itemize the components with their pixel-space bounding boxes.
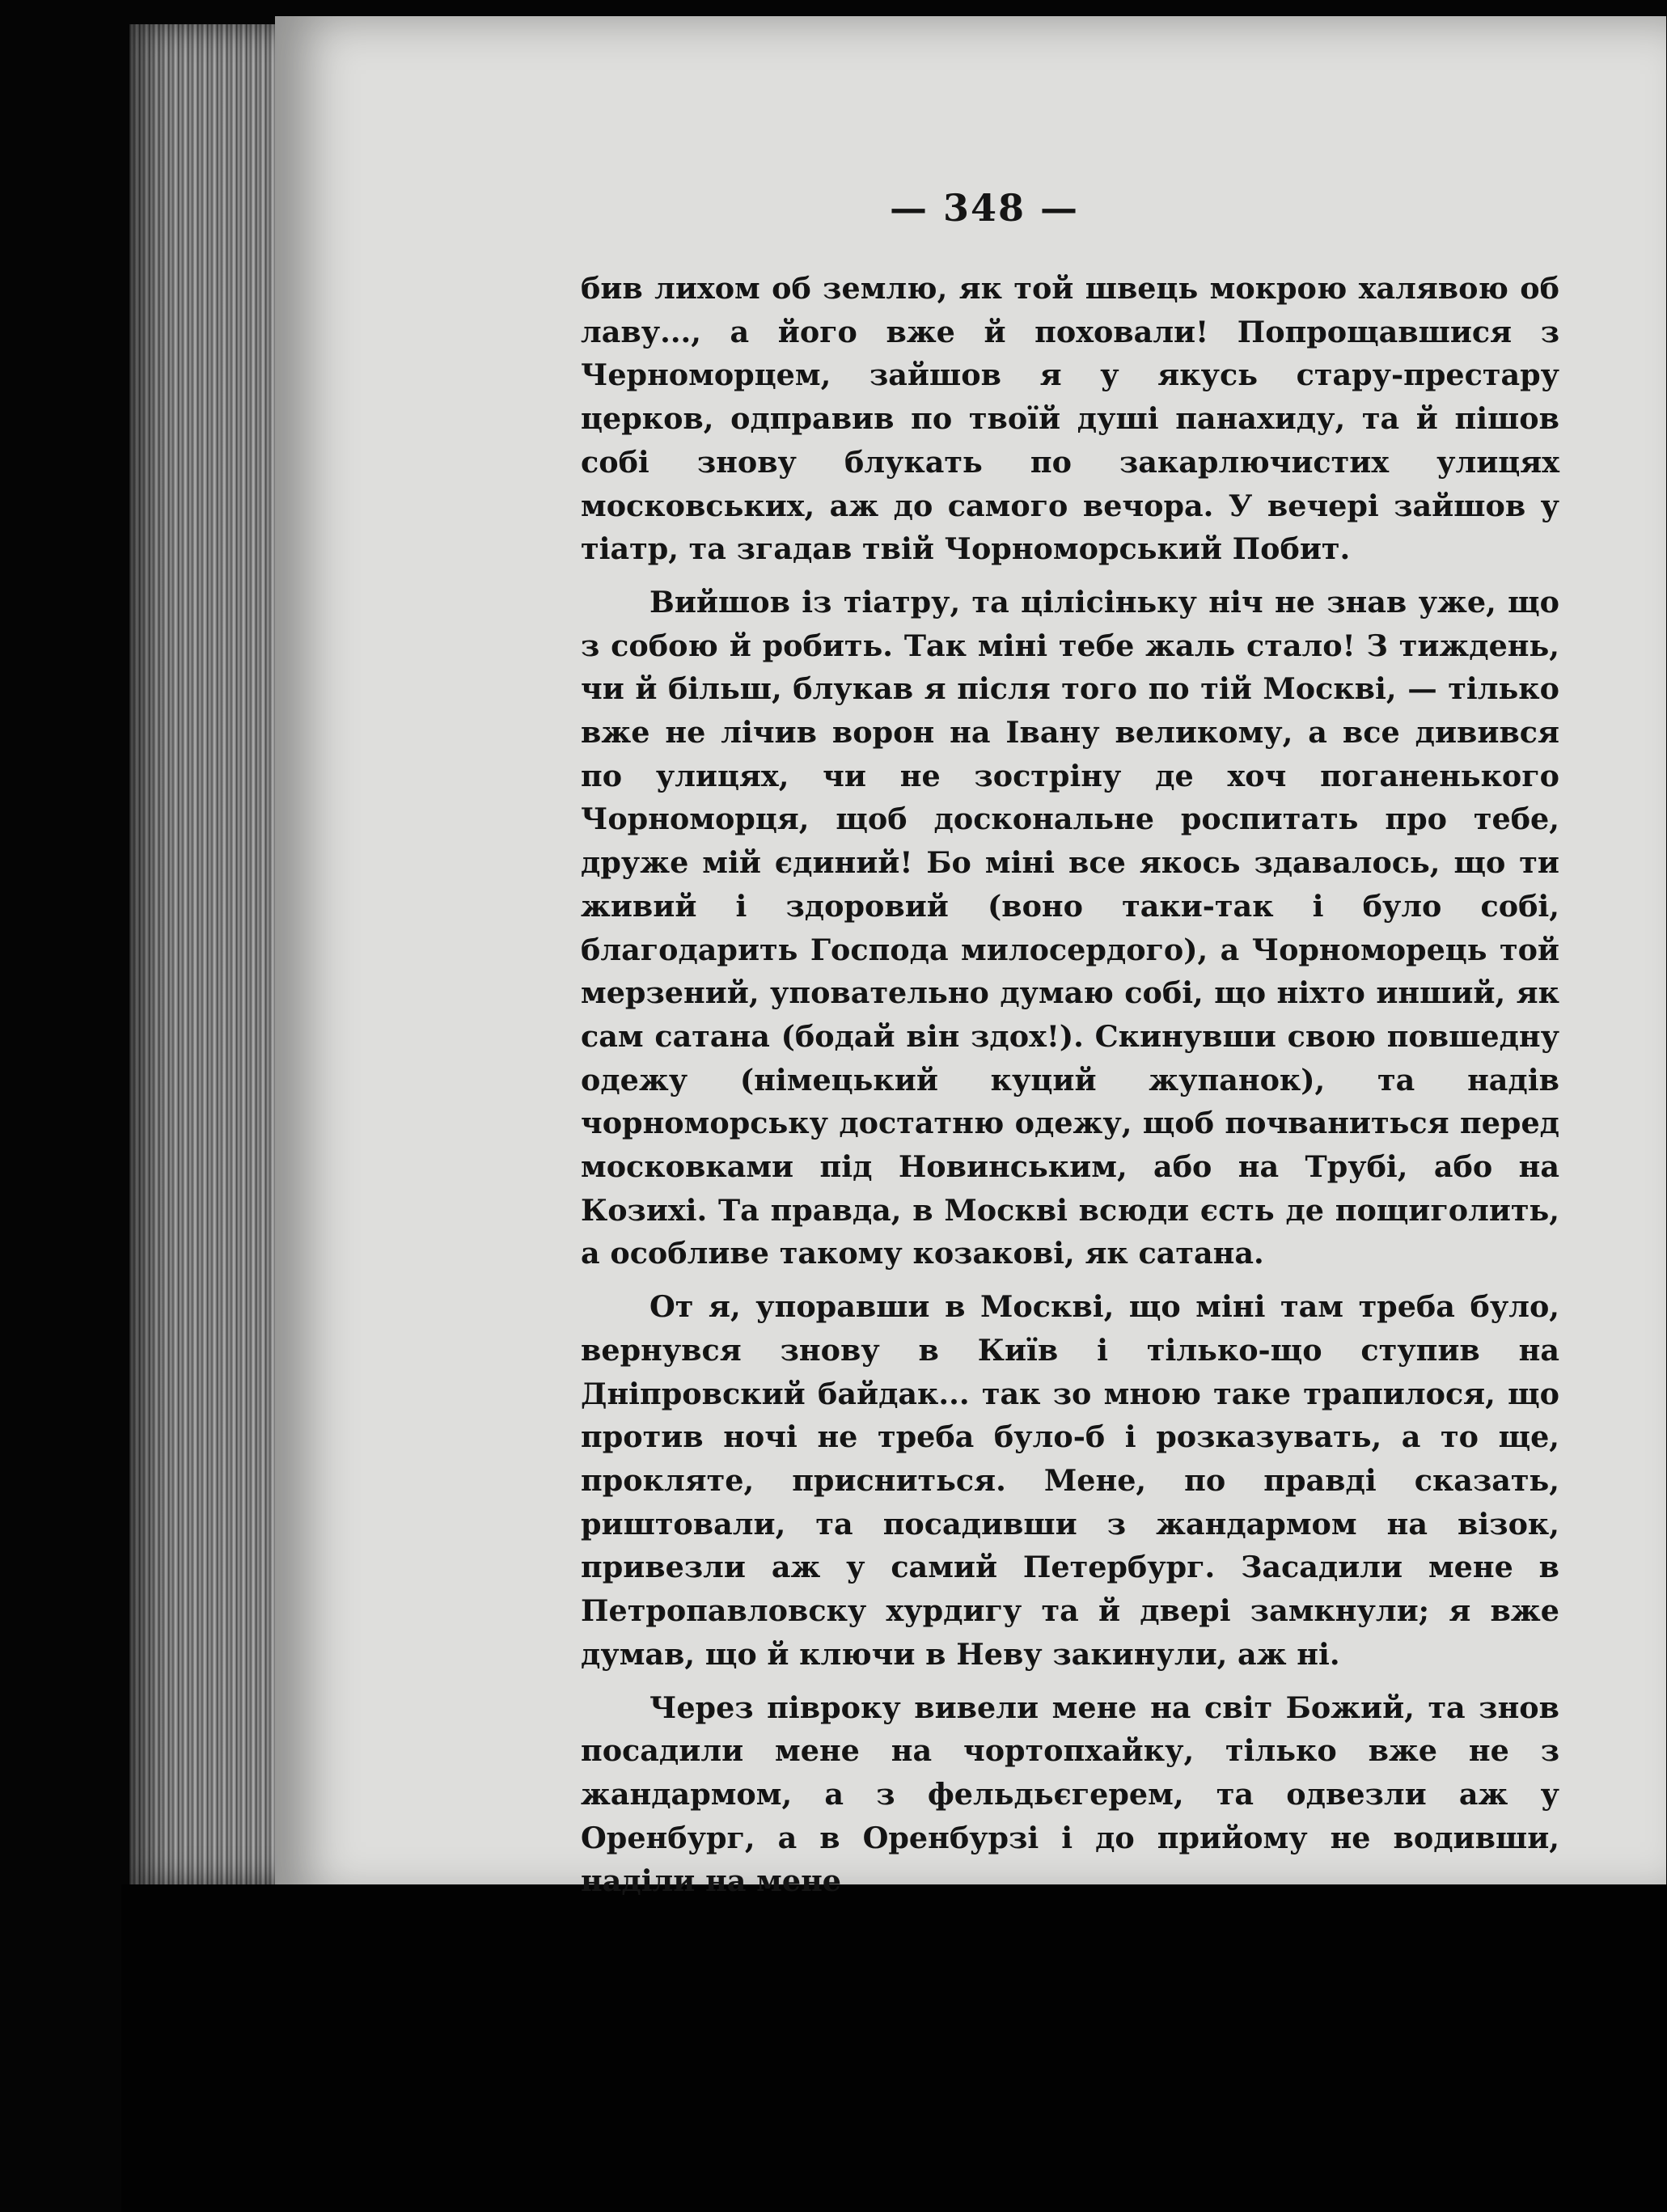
paragraph-2: Вийшов із тіатру, та цілісіньку ніч не знав уже, що з собою й робить. Так міні тебе жаль стало! З тиждень, чи й більш, блукав я після того по тій Москві, — тілько вже не лічив ворон на Івану великому, а все дивився по улицях, чи не зостріну де хоч поганенького Чорноморця, щоб доскональне роспитать про тебе, друже мій єдиний! Бо міні все якось здавалось, що ти живий і здоровий (воно таки-так і було собі, благодарить Господа милосердого), а Чорноморець той мерзений, уповательно думаю собі, що ніхто инший, як сам сатана (бодай він здох!). Скинувши свою повшедну одежу (німецький куций жупанок), та надів чорноморську достатню одежу, щоб почваниться перед московками під Новинським, або на Трубі, або на Козихі. Та правда, в Москві всюди єсть де пощиголить, а особливе такому козакові, як сатана. (581, 584, 1559, 1271)
paragraph-4: Через півроку вивели мене на світ Божий, та знов посадили мене на чортопхайку, тілько вже не з жандармом, а з фельдьєгерем, та одвезли аж у Оренбург, а в Оренбурзі і до прийому не водивши, наділи на мене (581, 1690, 1559, 1899)
scan-border (121, 1884, 1667, 2212)
body-text (581, 267, 1559, 1913)
paragraph-1: бив лихом об землю, як той швець мокрою халявою об лаву..., а його вже й поховали! Попрощавшися з Черноморцем, зайшов я у якусь стару-престару церков, одправив по твоїй душі панахиду, та й пішов собі знову блукать по закарлючистих улицях московських, аж до самого вечора. У вечері зайшов у тіатр, та згадав твій Чорноморський Побит. (581, 271, 1559, 567)
paragraph-3: От я, упоравши в Москві, що міні там треба було, вернувся знову в Київ і тілько-що ступив на Дніпровский байдак... так зо мною таке трапилося, що против ночі не треба було-б і розказувать, а то ще, прокляте, присниться. Мене, по правді сказать, риштовали, та посадивши з жандармом на візок, привезли аж у самий Петербург. Засадили мене в Петропавловску хурдигу та й двері замкнули; я вже думав, що й ключи в Неву закинули, аж ні. (581, 1289, 1559, 1672)
page-number: — 348 — (890, 186, 1080, 230)
